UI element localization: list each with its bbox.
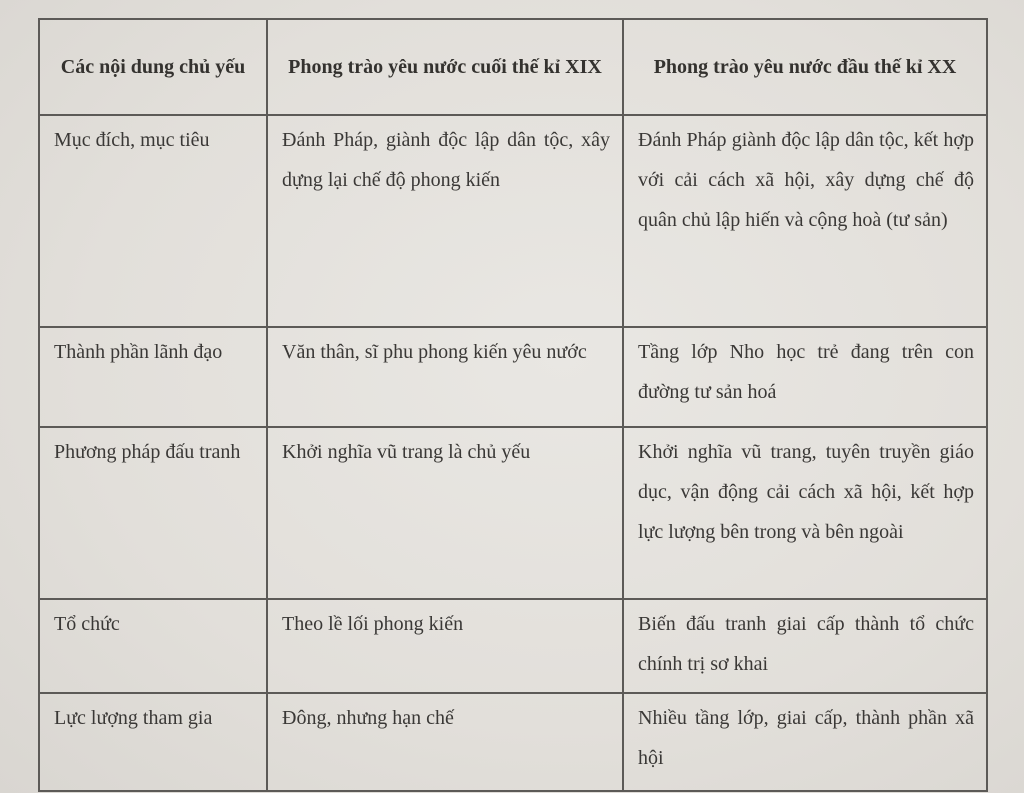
- row-topic: Thành phần lãnh đạo: [39, 327, 267, 427]
- table-row: [39, 327, 987, 427]
- header-topic: Các nội dung chủ yếu: [39, 19, 267, 115]
- table-row: [39, 427, 987, 599]
- table-row: [39, 115, 987, 327]
- cell-late-19th: Đánh Pháp, giành độc lập dân tộc, xây dựng lại chế độ phong kiến: [267, 115, 623, 327]
- cell-early-20th: Khởi nghĩa vũ trang, tuyên truyền giáo dục, vận động cải cách xã hội, kết hợp lực lượng bên trong và bên ngoài: [623, 427, 987, 599]
- cell-early-20th: Đánh Pháp giành độc lập dân tộc, kết hợp với cải cách xã hội, xây dựng chế độ quân chủ lập hiến và cộng hoà (tư sản): [623, 115, 987, 327]
- row-topic: Lực lượng tham gia: [39, 693, 267, 791]
- header-late-19th-century: Phong trào yêu nước cuối thế kỉ XIX: [267, 19, 623, 115]
- row-topic: Tổ chức: [39, 599, 267, 693]
- table-row: [39, 693, 987, 791]
- header-early-20th-century: Phong trào yêu nước đầu thế kỉ XX: [623, 19, 987, 115]
- cell-late-19th: Đông, nhưng hạn chế: [267, 693, 623, 791]
- cell-late-19th: Khởi nghĩa vũ trang là chủ yếu: [267, 427, 623, 599]
- row-topic: Phương pháp đấu tranh: [39, 427, 267, 599]
- cell-early-20th: Tầng lớp Nho học trẻ đang trên con đường tư sản hoá: [623, 327, 987, 427]
- cell-late-19th: Văn thân, sĩ phu phong kiến yêu nước: [267, 327, 623, 427]
- cell-early-20th: Nhiều tầng lớp, giai cấp, thành phần xã hội: [623, 693, 987, 791]
- table-row: [39, 599, 987, 693]
- row-topic: Mục đích, mục tiêu: [39, 115, 267, 327]
- cell-late-19th: Theo lề lối phong kiến: [267, 599, 623, 693]
- cell-early-20th: Biến đấu tranh giai cấp thành tổ chức chính trị sơ khai: [623, 599, 987, 693]
- comparison-table: [38, 18, 988, 792]
- table-header-row: [39, 19, 987, 115]
